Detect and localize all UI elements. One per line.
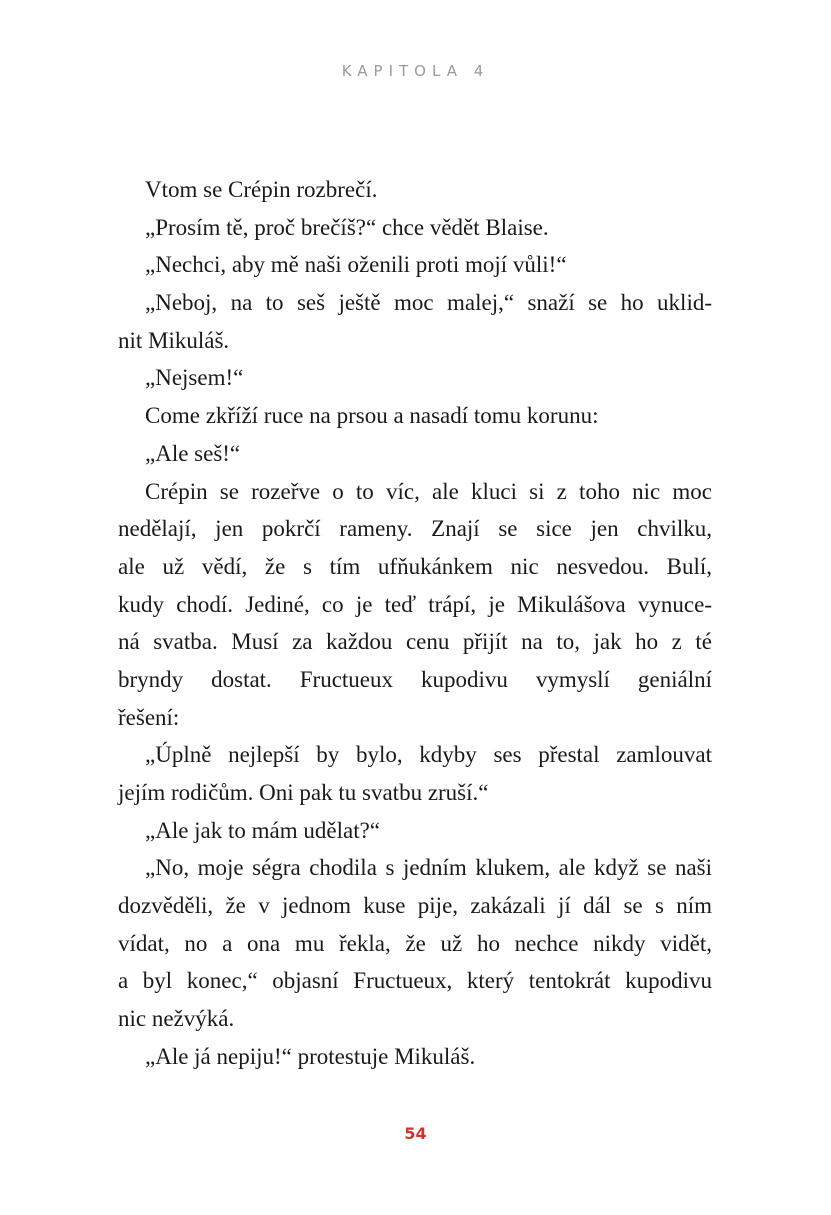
text-line: dozvěděli, že v jednom kuse pije, zakázali jí dál se s ním <box>118 893 712 919</box>
text-line: „Ale seš!“ <box>145 440 241 466</box>
text-line: nic nežvýká. <box>118 1006 235 1032</box>
body-text <box>118 171 712 1076</box>
page-number: 54 <box>404 1124 427 1143</box>
text-line: kudy chodí. Jediné, co je teď trápí, je Mikulášova vynuce- <box>118 591 712 617</box>
text-line: Vtom se Crépin rozbrečí. <box>145 177 378 202</box>
text-line: Crépin se rozeřve o to víc, ale kluci si z toho nic moc <box>145 478 712 504</box>
text-line: ná svatba. Musí za každou cenu přijít na to, jak ho z té <box>118 629 712 655</box>
text-line: „Prosím tě, proč brečíš?“ chce vědět Blaise. <box>145 214 549 240</box>
text-line: „Neboj, na to seš ještě moc malej,“ snaží se ho uklid- <box>145 290 712 316</box>
text-line: jejím rodičům. Oni pak tu svatbu zruší.“ <box>118 780 489 805</box>
text-line: ale už vědí, že s tím ufňukánkem nic nesvedou. Bulí, <box>118 553 712 579</box>
text-line: vídat, no a ona mu řekla, že už ho nechce nikdy vidět, <box>118 930 712 956</box>
text-line: „Ale já nepiju!“ protestuje Mikuláš. <box>145 1043 476 1069</box>
text-line: nit Mikuláš. <box>118 327 230 353</box>
text-line: „Nejsem!“ <box>145 365 244 391</box>
text-line: nedělají, jen pokrčí rameny. Znají se sice jen chvilku, <box>118 516 712 542</box>
running-head: KAPITOLA 4 <box>341 62 490 80</box>
text-line: „Ale jak to mám udělat?“ <box>145 817 381 843</box>
text-line: řešení: <box>118 704 180 730</box>
text-line: „Úplně nejlepší by bylo, kdyby ses přestal zamlouvat <box>145 742 712 768</box>
text-line: bryndy dostat. Fructueux kupodivu vymyslí geniální <box>118 666 712 692</box>
text-line: Come zkříží ruce na prsou a nasadí tomu korunu: <box>145 403 599 429</box>
text-line: „Nechci, aby mě naši oženili proti mojí vůli!“ <box>145 252 567 278</box>
text-line: „No, moje ségra chodila s jedním klukem, ale když se naši <box>145 855 712 881</box>
text-line: a byl konec,“ objasní Fructueux, který tentokrát kupodivu <box>118 968 712 994</box>
